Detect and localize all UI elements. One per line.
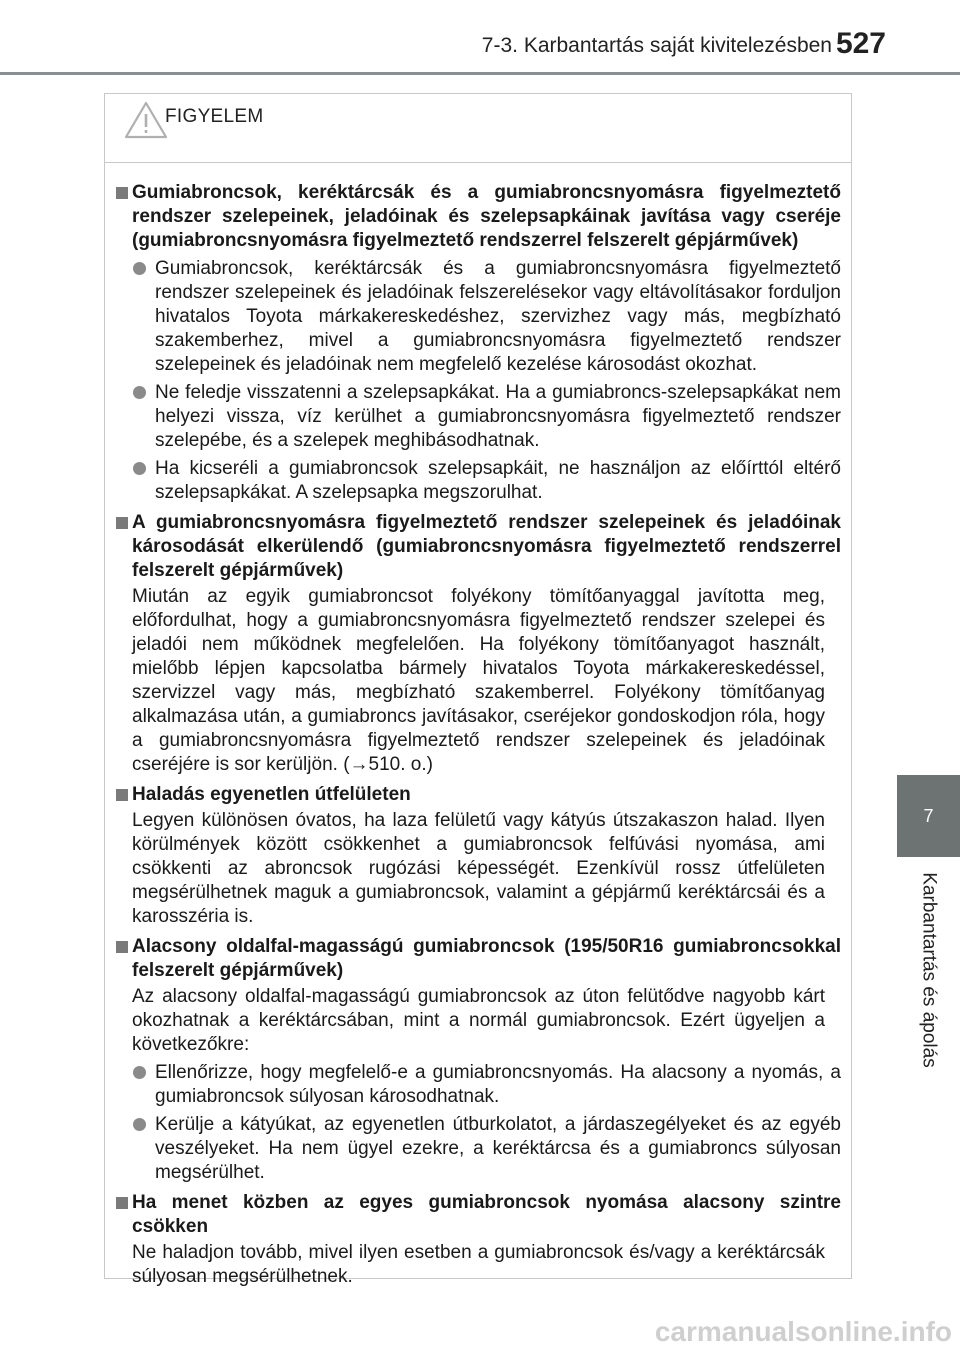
- section-title: Alacsony oldalfal-magasságú gumiabroncsok (195/50R16 gumiabroncsokkal felszerelt gépjárművek): [115, 935, 841, 983]
- section-title: Gumiabroncsok, keréktárcsák és a gumiabroncsnyomásra figyelmeztető rendszer szelepeinek, jeladóinak és szelepsapkáinak javítása vagy cseréje (gumiabroncsnyomásra figyelmeztető rendszerrel felszerelt gépjárművek): [115, 181, 841, 253]
- square-bullet-icon: [116, 187, 128, 199]
- round-bullet-icon: [133, 1118, 146, 1131]
- round-bullet-icon: [133, 462, 146, 475]
- square-bullet-icon: [116, 789, 128, 801]
- section-title: Haladás egyenetlen útfelületen: [115, 783, 841, 807]
- warning-box: [104, 93, 852, 1287]
- warning-header: [105, 94, 851, 163]
- warning-content: [105, 163, 851, 1289]
- chapter-side-label: [897, 860, 960, 1080]
- list-item: Gumiabroncsok, keréktárcsák és a gumiabroncsnyomásra figyelmeztető rendszer szelepeinek és jeladóinak felszerelésekor vagy eltávolításakor forduljon hivatalos Toyota márkakereskedéshez, szervizhez vagy más, megbízható szakemberhez, mivel a gumiabroncsnyomásra figyelmeztető rendszer szelepeinek és jeladóinak nem megfelelő kezelése károsodást okozhat.: [115, 257, 841, 377]
- square-bullet-icon: [116, 1197, 128, 1209]
- section-paragraph: Ne haladjon tovább, mivel ilyen esetben a gumiabroncsok és/vagy a keréktárcsák súlyosan megsérülhetnek.: [132, 1242, 825, 1287]
- warning-triangle-icon: [123, 100, 169, 140]
- warning-title: FIGYELEM: [165, 106, 264, 127]
- section-paragraph: Legyen különösen óvatos, ha laza felületű vagy kátyús útszakaszon halad. Ilyen körülmények között csökkenhet a gumiabroncsok felfúvási nyomása, ami csökkenti az abroncsok rugózási képességét. Ezenkívül rossz útfelületen megsérülhetnek maguk a gumiabroncsok, valamint a gépjármű keréktárcsái és a karosszéria is.: [132, 810, 825, 927]
- list-item: Kerülje a kátyúkat, az egyenetlen útburkolatot, a járdaszegélyeket és az egyéb veszélyeket. Ha nem ügyel ezekre, a keréktárcsa és a gumiabroncs súlyosan megsérülhet.: [115, 1113, 841, 1185]
- list-item: Ellenőrizze, hogy megfelelő-e a gumiabroncsnyomás. Ha alacsony a nyomás, a gumiabroncsok súlyosan károsodhatnak.: [115, 1061, 841, 1109]
- section-paragraph: Az alacsony oldalfal-magasságú gumiabroncsok az úton felütődve nagyobb kárt okozhatnak a keréktárcsában, mint a normál gumiabroncsok. Ezért ügyeljen a következőkre:: [132, 986, 825, 1055]
- square-bullet-icon: [116, 517, 128, 529]
- chapter-label: Karbantartás és ápolás: [918, 872, 940, 1068]
- chapter-number-tab: [897, 775, 960, 857]
- round-bullet-icon: [133, 262, 146, 275]
- chapter-number: 7: [923, 805, 934, 826]
- round-bullet-icon: [133, 1066, 146, 1079]
- list-item: Ha kicseréli a gumiabroncsok szelepsapkáit, ne használjon az előírttól eltérő szelepsapkákat. A szelepsapka megszorulhat.: [115, 457, 841, 505]
- section-paragraph: Miután az egyik gumiabroncsot folyékony tömítőanyaggal javította meg, előfordulhat, hogy a gumiabroncsnyomásra figyelmeztető rendszer szelepei és jeladói nem működnek megfelelően. Ha folyékony tömítőanyagot használt, mielőbb lépjen kapcsolatba bármely hivatalos Toyota márkakereskedéssel, szervizzel vagy más, megbízható szakemberrel. Folyékony tömítőanyag alkalmazása után, a gumiabroncs javításakor, cseréjekor gondoskodjon róla, hogy a gumiabroncsnyomásra figyelmeztető rendszer szelepeinek és jeladóinak cseréjére is sor kerüljön. (→510. o.): [132, 586, 825, 775]
- square-bullet-icon: [116, 941, 128, 953]
- chapter-title: 7-3. Karbantartás saját kivitelezésben: [481, 34, 832, 57]
- watermark: carmanualsonline.info: [654, 1316, 952, 1347]
- section-title: A gumiabroncsnyomásra figyelmeztető rendszer szelepeinek és jeladóinak károsodását elkerülendő (gumiabroncsnyomásra figyelmeztető rendszerrel felszerelt gépjárművek): [115, 511, 841, 583]
- page-number: 527: [835, 27, 886, 60]
- list-item: Ne feledje visszatenni a szelepsapkákat. Ha a gumiabroncs-szelepsapkákat nem helyezi vissza, víz kerülhet a gumiabroncsnyomásra figyelmeztető rendszer szelepébe, és a szelepek meghibásodhatnak.: [115, 381, 841, 453]
- header-divider: [0, 72, 960, 75]
- round-bullet-icon: [133, 386, 146, 399]
- section-title: Ha menet közben az egyes gumiabroncsok nyomása alacsony szintre csökken: [115, 1191, 841, 1239]
